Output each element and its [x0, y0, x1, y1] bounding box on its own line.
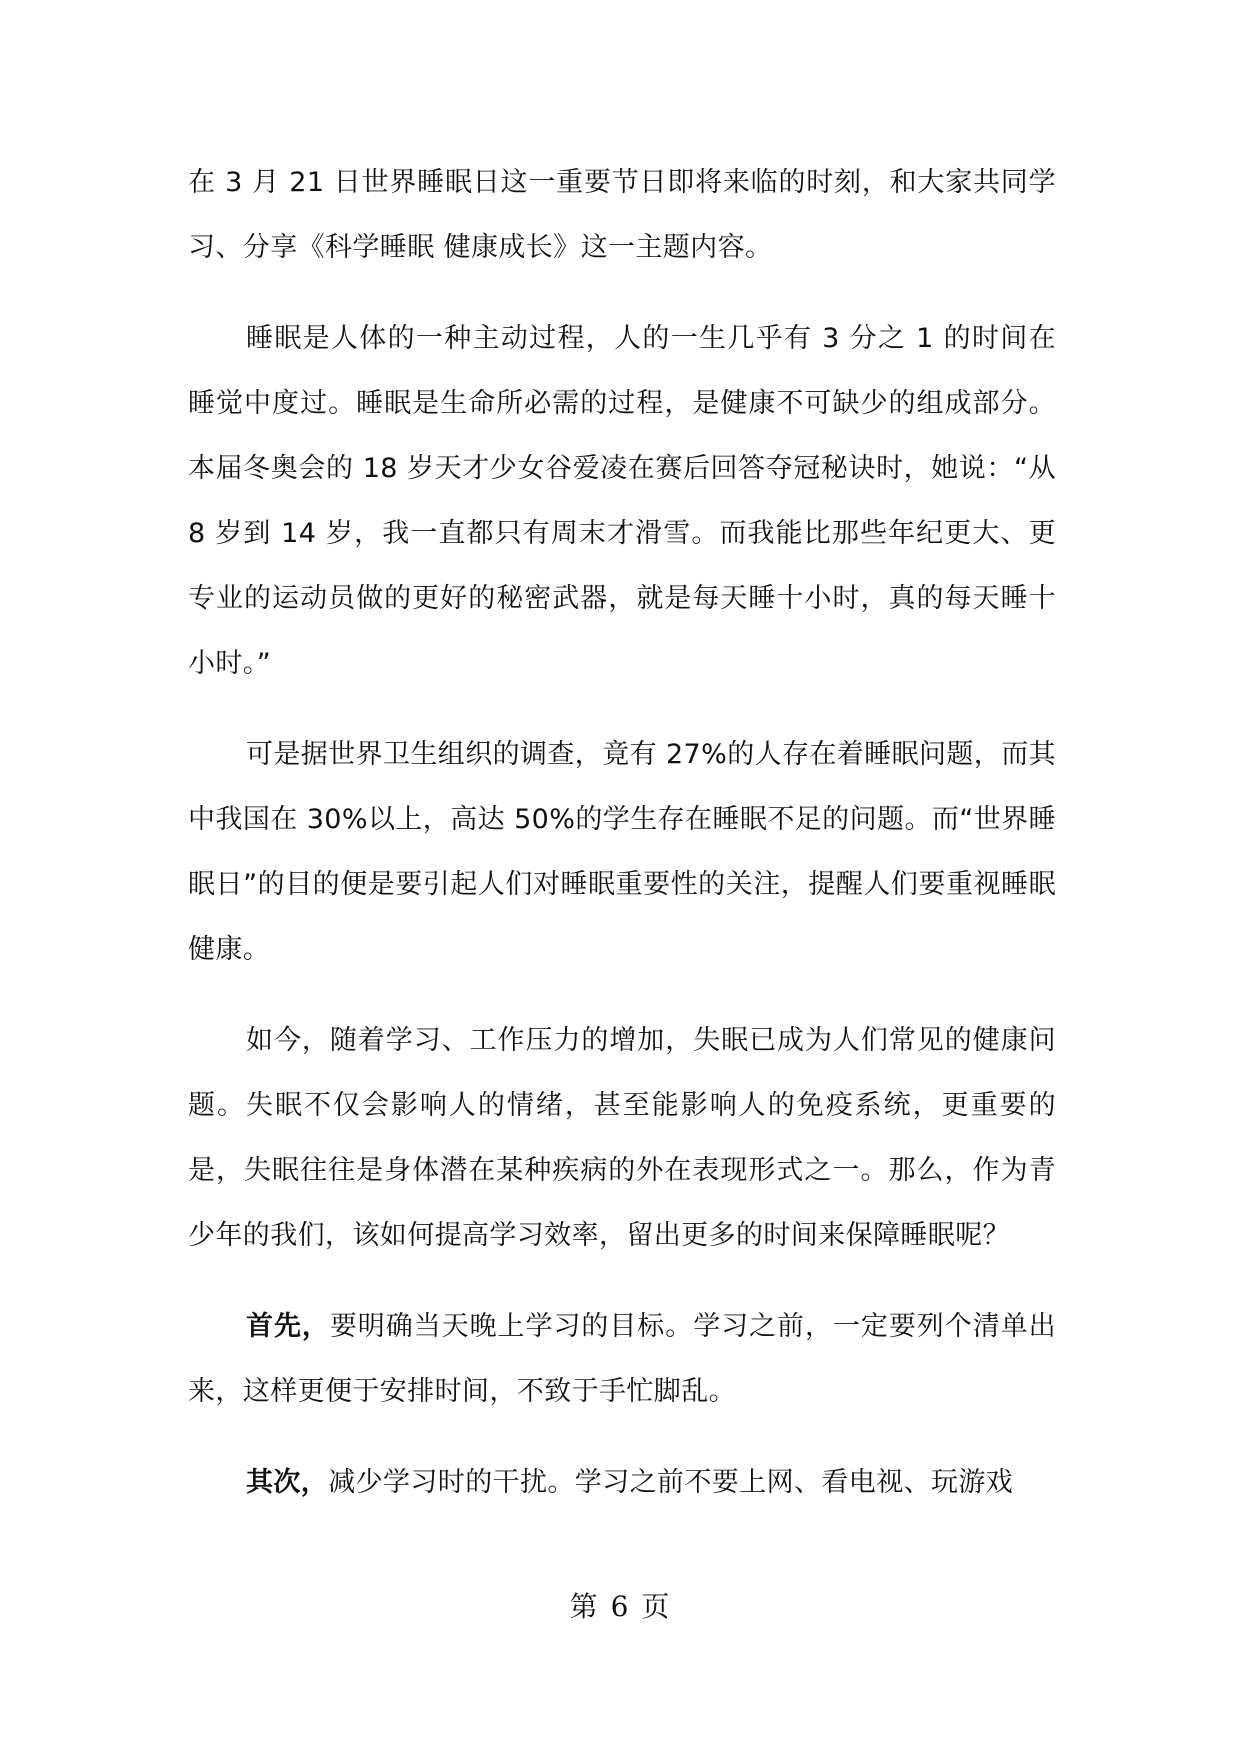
page-label-prefix: 第	[569, 1590, 600, 1623]
paragraph-first-tip	[188, 1294, 1056, 1424]
paragraph-intro	[188, 150, 1056, 280]
paragraph-lead: 其次，	[246, 1467, 329, 1498]
paragraph-sleep-importance	[188, 306, 1056, 696]
page-footer	[0, 1585, 1241, 1625]
page-number: 6	[610, 1590, 631, 1623]
paragraph-text: 要明确当天晚上学习的目标。学习之前，一定要列个清单出来，这样更便于安排时间，不致于手忙脚乱。	[188, 1311, 1056, 1407]
paragraph-insomnia	[188, 1008, 1056, 1268]
paragraph-text: 睡眠是人体的一种主动过程，人的一生几乎有 3 分之 1 的时间在睡觉中度过。睡眠是生命所必需的过程，是健康不可缺少的组成部分。本届冬奥会的 18 岁天才少女谷爱凌在赛后回答夺冠秘诀时，她说：“从 8 岁到 14 岁，我一直都只有周末才滑雪。而我能比那些年纪更大、更专业的运动员做的更好的秘密武器，就是每天睡十小时，真的每天睡十小时。”	[188, 323, 1056, 679]
document-body	[188, 150, 1056, 1541]
page-label-suffix: 页	[641, 1590, 672, 1623]
paragraph-text: 在 3 月 21 日世界睡眠日这一重要节日即将来临的时刻，和大家共同学习、分享《科学睡眠 健康成长》这一主题内容。	[188, 167, 1056, 263]
paragraph-second-tip	[188, 1450, 1056, 1515]
paragraph-lead: 首先，	[246, 1311, 330, 1342]
paragraph-text: 如今，随着学习、工作压力的增加，失眠已成为人们常见的健康问题。失眠不仅会影响人的情绪，甚至能影响人的免疫系统，更重要的是，失眠往往是身体潜在某种疾病的外在表现形式之一。那么，作为青少年的我们，该如何提高学习效率，留出更多的时间来保障睡眠呢？	[188, 1025, 1056, 1251]
paragraph-who-survey	[188, 722, 1056, 982]
paragraph-text: 减少学习时的干扰。学习之前不要上网、看电视、玩游戏	[328, 1467, 1014, 1498]
paragraph-text: 可是据世界卫生组织的调查，竟有 27%的人存在着睡眠问题，而其中我国在 30%以上，高达 50%的学生存在睡眠不足的问题。而“世界睡眠日”的目的便是要引起人们对睡眠重要性的关注，提醒人们要重视睡眠健康。	[188, 739, 1056, 965]
